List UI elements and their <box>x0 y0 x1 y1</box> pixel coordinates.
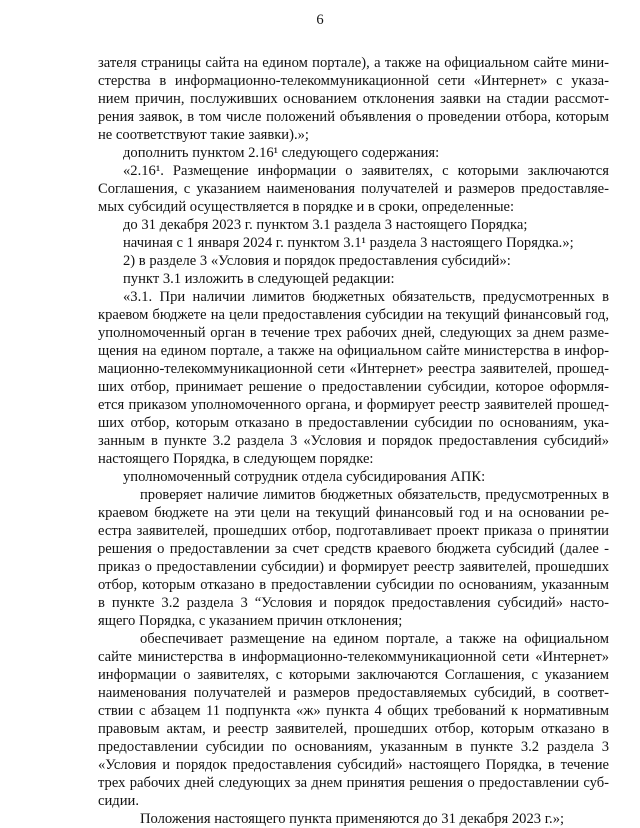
text-line: Соглашения, с указанием наименования получателей и размеров предоставляе- <box>98 181 609 197</box>
text-line: зателя страницы сайта на едином портале), а также на официальном сайте мини- <box>98 55 609 71</box>
text-line: ящего Порядка, с указанием причин отклонения; <box>98 613 403 629</box>
text-line: ших отбор, которым отказано в предоставлении субсидии по основаниям, ука- <box>98 415 609 431</box>
text-line: «Условия и порядок предоставления субсидий» настоящего Порядка, в течение <box>98 757 609 773</box>
text-line: нием причин, послуживших основанием отклонения заявки на стадии рассмот- <box>98 91 609 107</box>
text-line: Положения настоящего пункта применяются до 31 декабря 2023 г.»; <box>140 811 565 827</box>
text-line: информации о заявителях, с которыми заключаются Соглашения, с указанием <box>98 667 609 683</box>
text-line: «3.1. При наличии лимитов бюджетных обязательств, предусмотренных в <box>123 289 609 305</box>
text-line: дополнить пунктом 2.16¹ следующего содержания: <box>123 145 440 161</box>
text-line: мационно-телекоммуникационной сети «Интернет» реестра заявителей, прошед- <box>98 361 609 377</box>
text-line: уполномоченный сотрудник отдела субсидирования АПК: <box>123 469 486 485</box>
page-number: 6 <box>316 12 324 28</box>
text-line: рения заявок, в том числе положений объявления о проведении отбора, которым <box>98 109 609 125</box>
text-line: проверяет наличие лимитов бюджетных обязательств, предусмотренных в <box>140 487 609 503</box>
text-line: до 31 декабря 2023 г. пунктом 3.1 раздела 3 настоящего Порядка; <box>123 217 528 233</box>
text-line: предоставлении субсидии по основаниям, указанным в пункте 3.2 раздела 3 <box>98 739 609 755</box>
text-line: краевом бюджете на эти цели на текущий финансовый год и на основании ре- <box>98 505 609 521</box>
text-line: стерства в информационно-телекоммуникационной сети «Интернет» с указа- <box>98 73 609 89</box>
text-line: трех рабочих дней следующих за днем принятия решения о предоставлении суб- <box>98 775 609 791</box>
text-line: приказ о предоставлении субсидии) и формирует реестр заявителей, прошедших <box>98 559 609 575</box>
text-line: правовым актам, и реестр заявителей, прошедших отбор, которым отказано в <box>98 721 609 737</box>
text-line: сайте министерства в информационно-телекоммуникационной сети «Интернет» <box>98 649 609 665</box>
text-line: щения на едином портале, а также на официальном сайте министерства в инфор- <box>98 343 609 359</box>
text-line: занным в пункте 3.2 раздела 3 «Условия и порядок предоставления субсидий» <box>98 433 609 449</box>
text-line: мых субсидий осуществляется в порядке и в сроки, определенные: <box>98 199 515 215</box>
text-line: настоящего Порядка, в следующем порядке: <box>98 451 374 467</box>
text-line: обеспечивает размещение на едином портале, а также на официальном <box>140 631 609 647</box>
text-line: ших отбор, принимает решение о предоставлении субсидии, которое оформля- <box>98 379 609 395</box>
text-line: сидии. <box>98 793 139 809</box>
text-line: отбор, которым отказано в предоставлении субсидии по основаниям, указанным <box>98 577 609 593</box>
text-line: не соответствуют такие заявки).»; <box>98 127 309 143</box>
text-line: уполномоченный орган в течение трех рабочих дней, следующих за днем разме- <box>98 325 609 341</box>
text-line: естра заявителей, прошедших отбор, подготавливает проект приказа о принятии <box>98 523 609 539</box>
text-line: решения о предоставлении за счет средств краевого бюджета субсидий (далее - <box>98 541 609 557</box>
text-line: в пункте 3.2 раздела 3 “Условия и порядок предоставления субсидий» насто- <box>98 595 609 611</box>
text-line: «2.16¹. Размещение информации о заявителях, с которыми заключаются <box>123 163 609 179</box>
text-line: ется приказом уполномоченного органа, и формирует реестр заявителей прошед- <box>98 397 609 413</box>
text-line: наименования получателей и размеров предоставляемых субсидий, в соответ- <box>98 685 609 701</box>
text-line: начиная с 1 января 2024 г. пунктом 3.1¹ раздела 3 настоящего Порядка.»; <box>123 235 574 251</box>
text-line: краевом бюджете на цели предоставления субсидии на текущий финансовый год, <box>98 307 609 323</box>
text-line: 2) в разделе 3 «Условия и порядок предоставления субсидий»: <box>123 253 511 269</box>
text-line: ствии с абзацем 11 подпункта «ж» пункта 4 общих требований к нормативным <box>98 703 609 719</box>
text-line: пункт 3.1 изложить в следующей редакции: <box>123 271 395 287</box>
